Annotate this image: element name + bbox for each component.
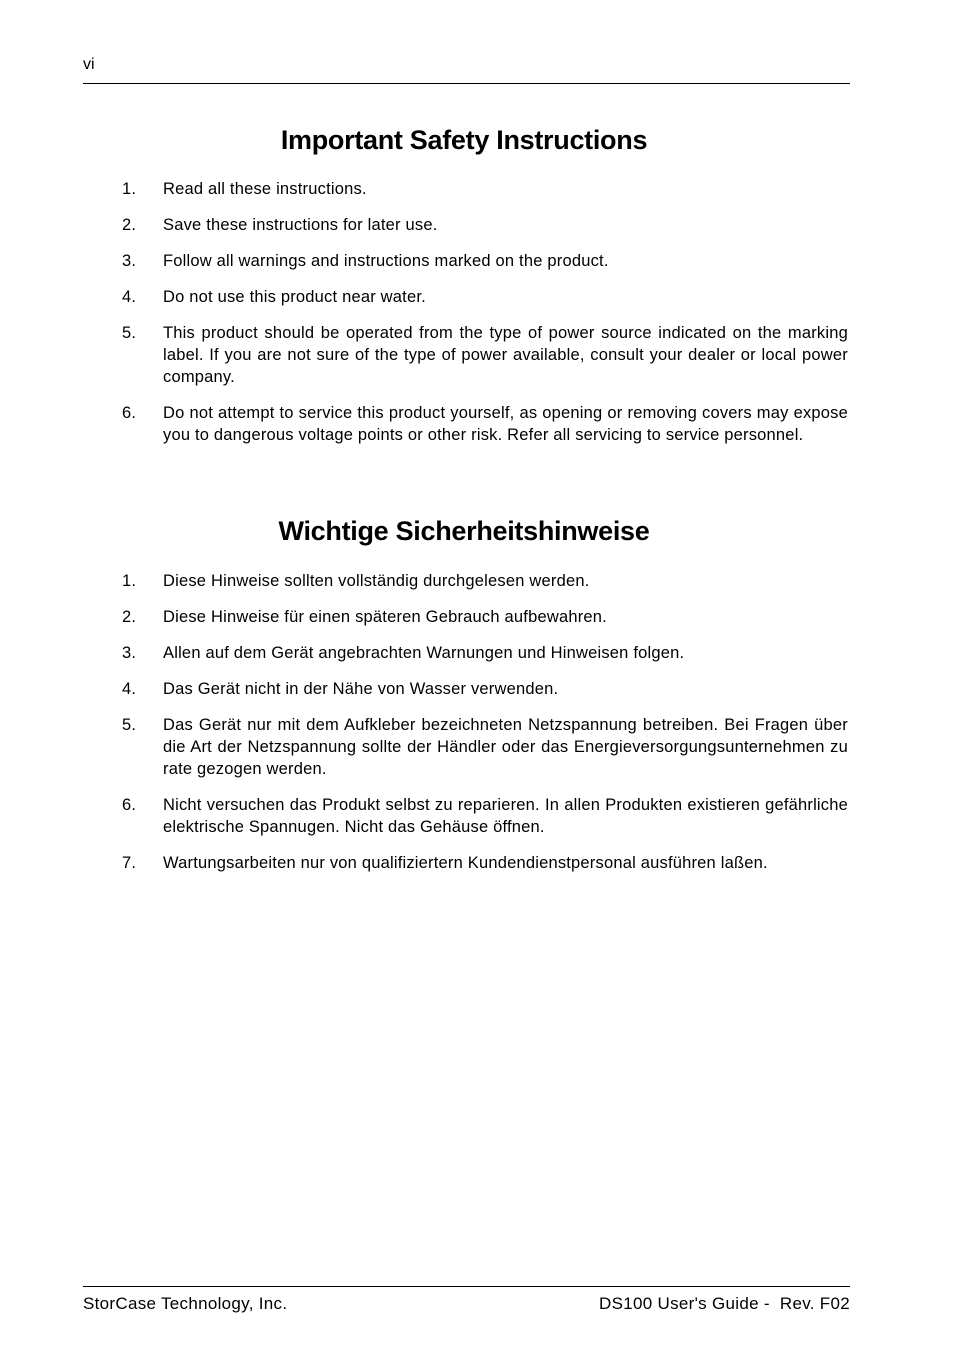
- list-item: [122, 714, 848, 780]
- header-divider: [83, 83, 850, 84]
- item-number: 5.: [122, 716, 137, 734]
- item-number: 3.: [122, 252, 137, 270]
- footer-divider: [83, 1286, 850, 1287]
- german-section-title: Wichtige Sicherheitshinweise: [278, 516, 650, 546]
- list-item: [122, 678, 848, 700]
- list-item: [122, 852, 848, 874]
- german-instructions-list: [122, 570, 848, 888]
- footer-guide-title: DS100 User's Guide - Rev. F02: [599, 1294, 850, 1313]
- english-instructions-list: [122, 178, 848, 460]
- list-item: [122, 402, 848, 446]
- item-text: Das Gerät nicht in der Nähe von Wasser verwenden.: [163, 680, 559, 698]
- list-item: [122, 606, 848, 628]
- item-number: 1.: [122, 180, 137, 198]
- list-item: [122, 570, 848, 592]
- list-item: [122, 286, 848, 308]
- item-text: This product should be operated from the type of power source indicated on the marking label. If you are not sure of the type of power available, consult your dealer or local power company.: [163, 324, 848, 386]
- item-text: Das Gerät nur mit dem Aufkleber bezeichneten Netzspannung betreiben. Bei Fragen über die Art der Netzspannung sollte der Händler oder das Energieversorgungsunternehmen zu rate gezogen werden.: [163, 716, 848, 778]
- item-text: Read all these instructions.: [163, 180, 367, 198]
- item-text: Diese Hinweise für einen späteren Gebrauch aufbewahren.: [163, 608, 607, 626]
- item-text: Save these instructions for later use.: [163, 216, 438, 234]
- list-item: [122, 642, 848, 664]
- list-item: [122, 322, 848, 388]
- item-number: 7.: [122, 854, 137, 872]
- item-text: Do not use this product near water.: [163, 288, 426, 306]
- item-number: 1.: [122, 572, 137, 590]
- item-number: 2.: [122, 216, 137, 234]
- list-item: [122, 250, 848, 272]
- item-number: 2.: [122, 608, 137, 626]
- list-item: [122, 178, 848, 200]
- item-text: Do not attempt to service this product yourself, as opening or removing covers may expose you to dangerous voltage points or other risk. Refer all servicing to service personnel.: [163, 404, 848, 444]
- english-section-title: Important Safety Instructions: [280, 125, 648, 155]
- item-number: 6.: [122, 404, 137, 422]
- item-text: Follow all warnings and instructions marked on the product.: [163, 252, 609, 270]
- item-number: 4.: [122, 680, 137, 698]
- item-text: Allen auf dem Gerät angebrachten Warnungen und Hinweisen folgen.: [163, 644, 685, 662]
- list-item: [122, 214, 848, 236]
- item-text: Wartungsarbeiten nur von qualifiziertern Kundendienstpersonal ausführen laßen.: [163, 854, 768, 872]
- footer-company: StorCase Technology, Inc.: [83, 1294, 288, 1313]
- item-number: 6.: [122, 796, 137, 814]
- list-item: [122, 794, 848, 838]
- page-number: vi: [83, 56, 95, 73]
- item-text: Nicht versuchen das Produkt selbst zu reparieren. In allen Produkten existieren gefährliche elektrische Spannugen. Nicht das Gehäuse öffnen.: [163, 796, 848, 836]
- item-number: 3.: [122, 644, 137, 662]
- item-number: 4.: [122, 288, 137, 306]
- item-number: 5.: [122, 324, 137, 342]
- item-text: Diese Hinweise sollten vollständig durchgelesen werden.: [163, 572, 590, 590]
